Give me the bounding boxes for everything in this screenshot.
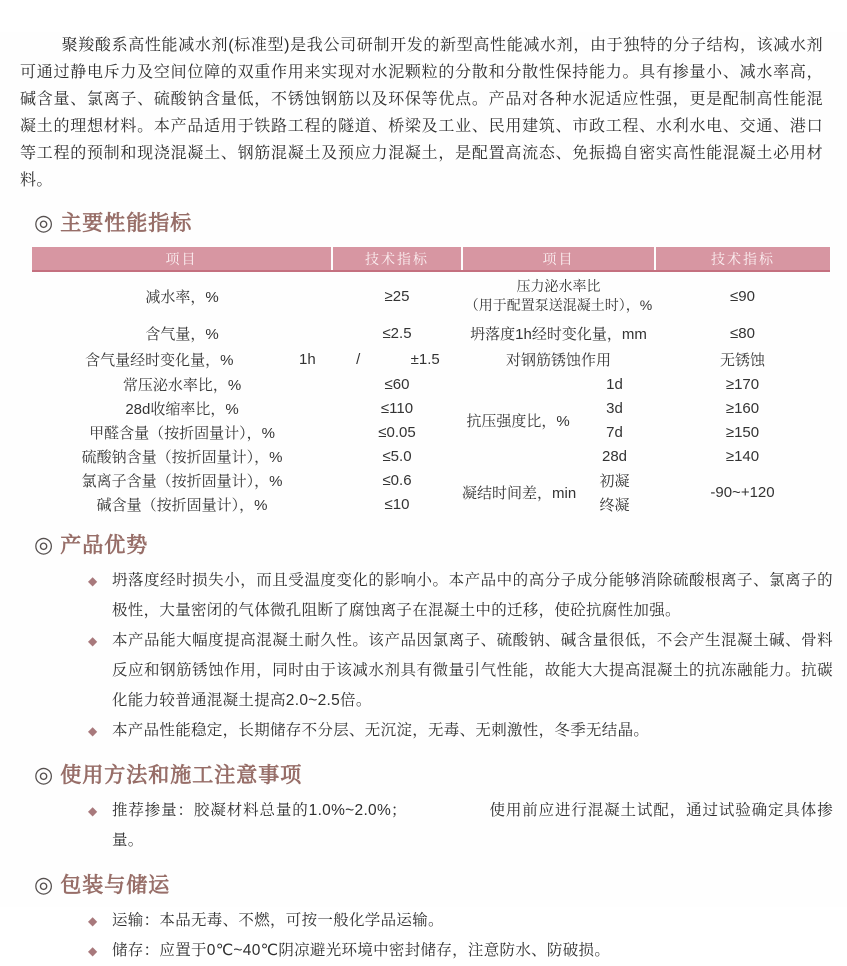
list-item-text: 本产品性能稳定，长期储存不分层、无沉淀，无毒、无刺激性，冬季无结晶。	[112, 722, 650, 739]
cell-sub: 1h	[299, 350, 316, 368]
table-cell: ≤2.5	[382, 324, 412, 342]
list-item-text: 坍落度经时损失小，而且受温度变化的影响小。本产品中的高分子成分能够消除硫酸根离子、氯离子的极性，大量密闭的气体微孔阻断了腐蚀离子在混凝土中的迁移，使砼抗腐性加强。	[112, 572, 833, 619]
diamond-bullet-icon: ◆	[88, 944, 98, 958]
header-item-left: 项目	[32, 247, 332, 271]
table-cell: ≤60	[384, 375, 410, 393]
table-cell: ≥140	[725, 447, 760, 465]
advantages-list	[0, 566, 833, 746]
table-cell: ≤90	[730, 287, 755, 305]
cell-line: （用于配置泵送混凝土时），%	[464, 297, 653, 313]
list-item	[88, 626, 833, 716]
section-marker-icon: ◎	[34, 532, 55, 557]
list-item	[88, 716, 833, 746]
list-item	[88, 566, 833, 626]
table-cell: 常压泌水率比，%	[122, 376, 242, 394]
intro-paragraph: 聚羧酸系高性能减水剂(标准型)是我公司研制开发的新型高性能减水剂，由于独特的分子结构，该减水剂可通过静电斥力及空间位障的双重作用来实现对水泥颗粒的分散和分散性保持能力。具有掺量小、减水率高，碱含量、氯离子、硫酸钠含量低，不锈蚀钢筋以及环保等优点。产品对各种水泥适应性强，更是配制高性能混凝土的理想材料。本产品适用于铁路工程的隧道、桥梁及工业、民用建筑、市政工程、水利水电、交通、港口等工程的预制和现浇混凝土、钢筋混凝土及预应力混凝土，是配置高流态、免振捣自密实高性能混凝土必用材料。	[20, 37, 823, 189]
list-item-text: 运输：本品无毒、不燃，可按一般化学品运输。	[112, 912, 444, 929]
list-item	[88, 796, 833, 856]
list-item	[88, 936, 833, 966]
packaging-list	[0, 906, 833, 966]
list-item-text: 本产品能大幅度提高混凝土耐久性。该产品因氯离子、硫酸钠、碱含量很低，不会产生混凝土碱、骨料反应和钢筋锈蚀作用，同时由于该减水剂具有微量引气性能，故能大大提高混凝土的抗冻融能力。抗碳化能力较普通混凝土提高2.0~2.5倍。	[112, 632, 833, 709]
table-row	[32, 320, 830, 346]
section-title-text: 主要性能指标	[60, 212, 193, 235]
usage-note-text: 使用前应进行混凝土试配，通过试验确定具体掺量。	[112, 802, 833, 849]
table-cell: 坍落度1h经时变化量，mm	[470, 325, 647, 343]
table-cell-group: 抗压强度比，%	[466, 412, 570, 430]
section-title-usage	[34, 761, 847, 790]
performance-table	[32, 247, 830, 516]
table-row	[32, 444, 830, 468]
table-cell: 初凝	[599, 472, 630, 490]
table-cell	[462, 271, 655, 320]
section-marker-icon: ◎	[34, 872, 55, 897]
table-cell: 减水率，%	[145, 288, 219, 306]
diamond-bullet-icon: ◆	[88, 804, 98, 818]
table-cell: ≥25	[384, 287, 410, 305]
header-item-right: 项目	[462, 247, 655, 271]
table-cell: 终凝	[599, 496, 630, 514]
section-title-advantages	[34, 531, 847, 560]
table-cell: 对钢筋锈蚀作用	[505, 351, 611, 369]
table-cell: -90~+120	[710, 483, 775, 501]
table-cell: 7d	[606, 423, 623, 441]
list-item	[88, 906, 833, 936]
table-row	[32, 396, 830, 420]
section-title-text: 产品优势	[60, 534, 149, 557]
header-spec-left: 技术指标	[332, 247, 462, 271]
datasheet-page	[0, 32, 847, 959]
section-marker-icon: ◎	[34, 762, 55, 787]
table-cell: 28d收缩率比，%	[125, 400, 239, 418]
table-cell: 3d	[606, 399, 623, 417]
table-cell: 含气量，%	[145, 325, 219, 343]
table-cell: ≤80	[730, 324, 755, 342]
table-row	[32, 468, 830, 492]
table-row	[32, 346, 830, 372]
table-cell: 1d	[606, 375, 623, 393]
table-cell: 甲醛含量（按折固量计），%	[89, 424, 275, 442]
diamond-bullet-icon: ◆	[88, 634, 98, 648]
table-cell: 硫酸钠含量（按折固量计），%	[81, 448, 283, 466]
section-title-performance	[34, 209, 847, 238]
table-cell: ≤0.6	[382, 471, 412, 489]
list-item-text: 储存：应置于0℃~40℃阴凉避光环境中密封储存，注意防水、防破损。	[112, 942, 611, 959]
table-cell: ≥170	[725, 375, 760, 393]
section-title-text: 使用方法和施工注意事项	[60, 764, 303, 787]
table-cell: ≤110	[380, 399, 414, 417]
split-cell	[32, 349, 462, 370]
table-header-row	[32, 247, 830, 271]
section-title-packaging	[34, 871, 847, 900]
table-cell	[32, 346, 462, 372]
table-cell-group: 凝结时间差，min	[462, 484, 577, 502]
cell-sub: ±1.5	[410, 350, 440, 368]
table-cell: ≤5.0	[382, 447, 412, 465]
dosage-text: 推荐掺量：胶凝材料总量的1.0%~2.0%；	[112, 802, 407, 819]
cell-line: 压力泌水率比	[516, 278, 601, 294]
section-title-text: 包装与储运	[60, 874, 171, 897]
cell-label: 含气量经时变化量，%	[85, 351, 234, 369]
cell-sub: /	[356, 350, 361, 368]
table-cell: ≤10	[384, 495, 410, 513]
table-row	[32, 271, 830, 320]
diamond-bullet-icon: ◆	[88, 574, 98, 588]
header-spec-right: 技术指标	[655, 247, 830, 271]
table-row	[32, 420, 830, 444]
diamond-bullet-icon: ◆	[88, 724, 98, 738]
table-cell: 碱含量（按折固量计），%	[96, 496, 268, 514]
table-row	[32, 372, 830, 396]
usage-list	[0, 796, 833, 856]
table-cell: 氯离子含量（按折固量计），%	[81, 472, 283, 490]
diamond-bullet-icon: ◆	[88, 914, 98, 928]
section-marker-icon: ◎	[34, 210, 55, 235]
table-cell: ≥160	[725, 399, 760, 417]
table-cell: 无锈蚀	[719, 351, 765, 369]
table-cell: ≤0.05	[378, 423, 416, 441]
table-cell: 28d	[601, 447, 628, 465]
table-cell: ≥150	[725, 423, 760, 441]
